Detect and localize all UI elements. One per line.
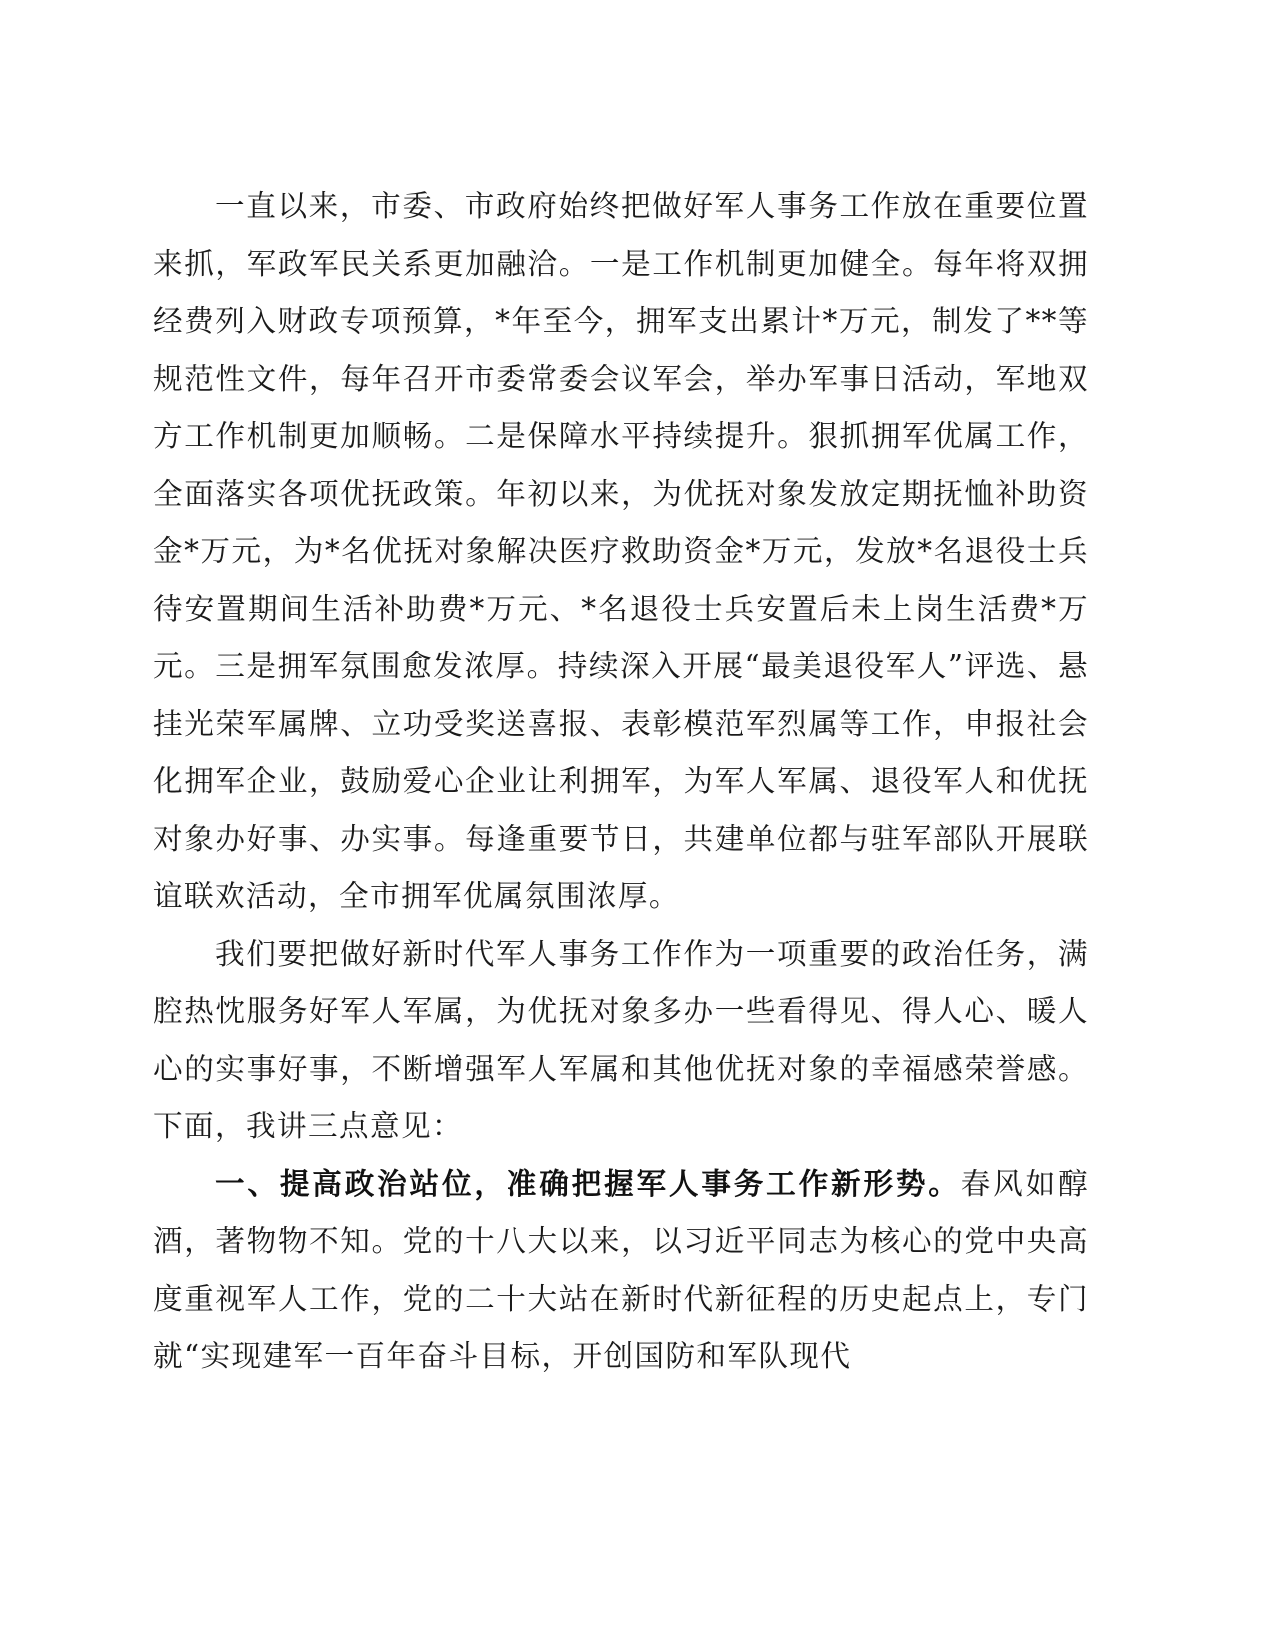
paragraph-achievements — [153, 178, 1089, 926]
document-body — [153, 178, 1089, 1386]
paragraph-text: 春风如醇酒，著物物不知。党的十八大以来，以习近平同志为核心的党中央高度重视军人工作，党的二十大站在新时代新征程的历史起点上，专门就“实现建军一百年奋斗目标，开创国防和军队现代 — [153, 1166, 1089, 1373]
paragraph-text: 一直以来，市委、市政府始终把做好军人事务工作放在重要位置来抓，军政军民关系更加融洽。一是工作机制更加健全。每年将双拥经费列入财政专项预算，*年至今，拥军支出累计*万元，制发了**等规范性文件，每年召开市委常委会议军会，举办军事日活动，军地双方工作机制更加顺畅。二是保障水平持续提升。狠抓拥军优属工作，全面落实各项优抚政策。年初以来，为优抚对象发放定期抚恤补助资金*万元，为*名优抚对象解决医疗救助资金*万元，发放*名退役士兵待安置期间生活补助费*万元、*名退役士兵安置后未上岗生活费*万元。三是拥军氛围愈发浓厚。持续深入开展“最美退役军人”评选、悬挂光荣军属牌、立功受奖送喜报、表彰模范军烈属等工作，申报社会化拥军企业，鼓励爱心企业让利拥军，为军人军属、退役军人和优抚对象办好事、办实事。每逢重要节日，共建单位都与驻军部队开展联谊联欢活动，全市拥军优属氛围浓厚。 — [153, 189, 1089, 913]
paragraph-intro — [153, 926, 1089, 1156]
section-heading: 一、提高政治站位，准确把握军人事务工作新形势。 — [215, 1166, 961, 1201]
paragraph-section-one — [153, 1156, 1089, 1386]
paragraph-text: 我们要把做好新时代军人事务工作作为一项重要的政治任务，满腔热忱服务好军人军属，为优抚对象多办一些看得见、得人心、暖人心的实事好事，不断增强军人军属和其他优抚对象的幸福感荣誉感。下面，我讲三点意见： — [153, 936, 1089, 1143]
